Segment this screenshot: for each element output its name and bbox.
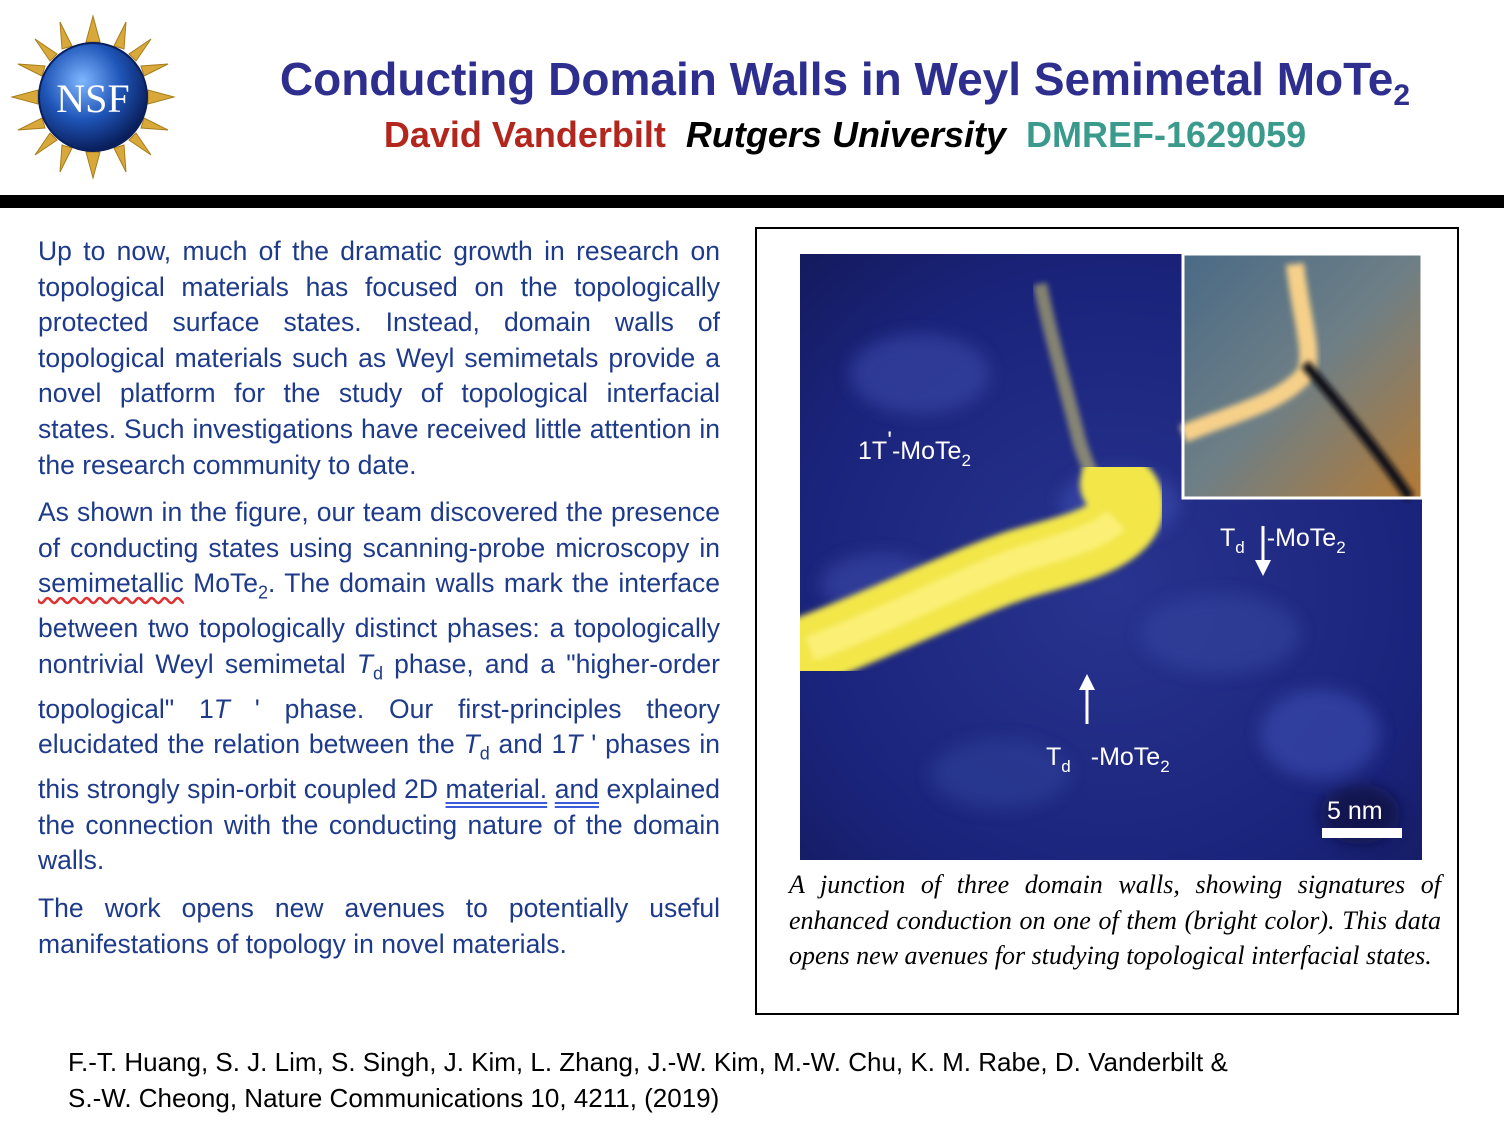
label-td-phase-bottom: $T_d$ -MoTe$_2$ <box>1046 743 1170 776</box>
grant-number: DMREF-1629059 <box>1026 114 1307 155</box>
paragraph-findings: As shown in the figure, our team discovered the presence of conducting states using scanning-probe microscopy in semimetallic MoTe$_2$. The domain walls mark the interface between two topologically distinct phases: a topologically nontrivial Weyl semimetal $T_d$ phase, and a "higher-order topological" 1T ' phase. Our first-principles theory elucidated the relation between the $T_d$ and 1T ' phases in this strongly spin-orbit coupled 2D material. and explained the connection with the conducting nature of the domain walls. <box>38 497 721 876</box>
paragraph-intro: Up to now, much of the dramatic growth in research on topological materials has focused on the topologically protected surface states. Instead, domain walls of topological materials such as Weyl semimetals provide a novel platform for the study of topological interfacial states. Such investigations have received little attention in the research community to date. <box>38 236 720 480</box>
label-td-phase-right: $T_d$ -MoTe$_2$ <box>1220 524 1346 557</box>
scale-bar-label: 5 nm <box>1327 797 1383 825</box>
header-divider <box>0 195 1504 208</box>
inset-image <box>1183 254 1422 498</box>
body-text <box>38 234 720 974</box>
grammar-flag-2: and <box>554 774 599 805</box>
university-name: Rutgers University <box>685 114 1007 155</box>
reference: F.-T. Huang, S. J. Lim, S. Singh, J. Kim, L. Zhang, J.-W. Kim, M.-W. Chu, K. M. Rabe, D. Vanderbilt & S.-W. Cheong, Nature Communications 10, 4211, (2019) <box>68 1047 1228 1113</box>
figure-caption: A junction of three domain walls, showing signatures of enhanced conduction on one of them (bright color). This data opens new avenues for studying topological interfacial states. <box>789 870 1441 970</box>
author-name: David Vanderbilt <box>383 114 666 155</box>
paragraph-outlook: The work opens new avenues to potentially useful manifestations of topology in novel materials. <box>38 892 720 959</box>
label-1t-phase: 1T'-MoTe$_2$ <box>858 427 971 470</box>
figure-panel <box>755 227 1459 1015</box>
grammar-flag-1: material. <box>445 774 548 805</box>
page-subtitle <box>200 112 1490 158</box>
spellcheck-word: semimetallic <box>38 568 184 599</box>
svg-text:NSF: NSF <box>56 76 130 121</box>
nsf-logo <box>10 14 176 180</box>
page-title: Conducting Domain Walls in Weyl Semimetal MoTe$_2$ <box>279 53 1411 112</box>
scale-bar <box>1322 828 1402 838</box>
microscopy-image <box>800 254 1422 860</box>
